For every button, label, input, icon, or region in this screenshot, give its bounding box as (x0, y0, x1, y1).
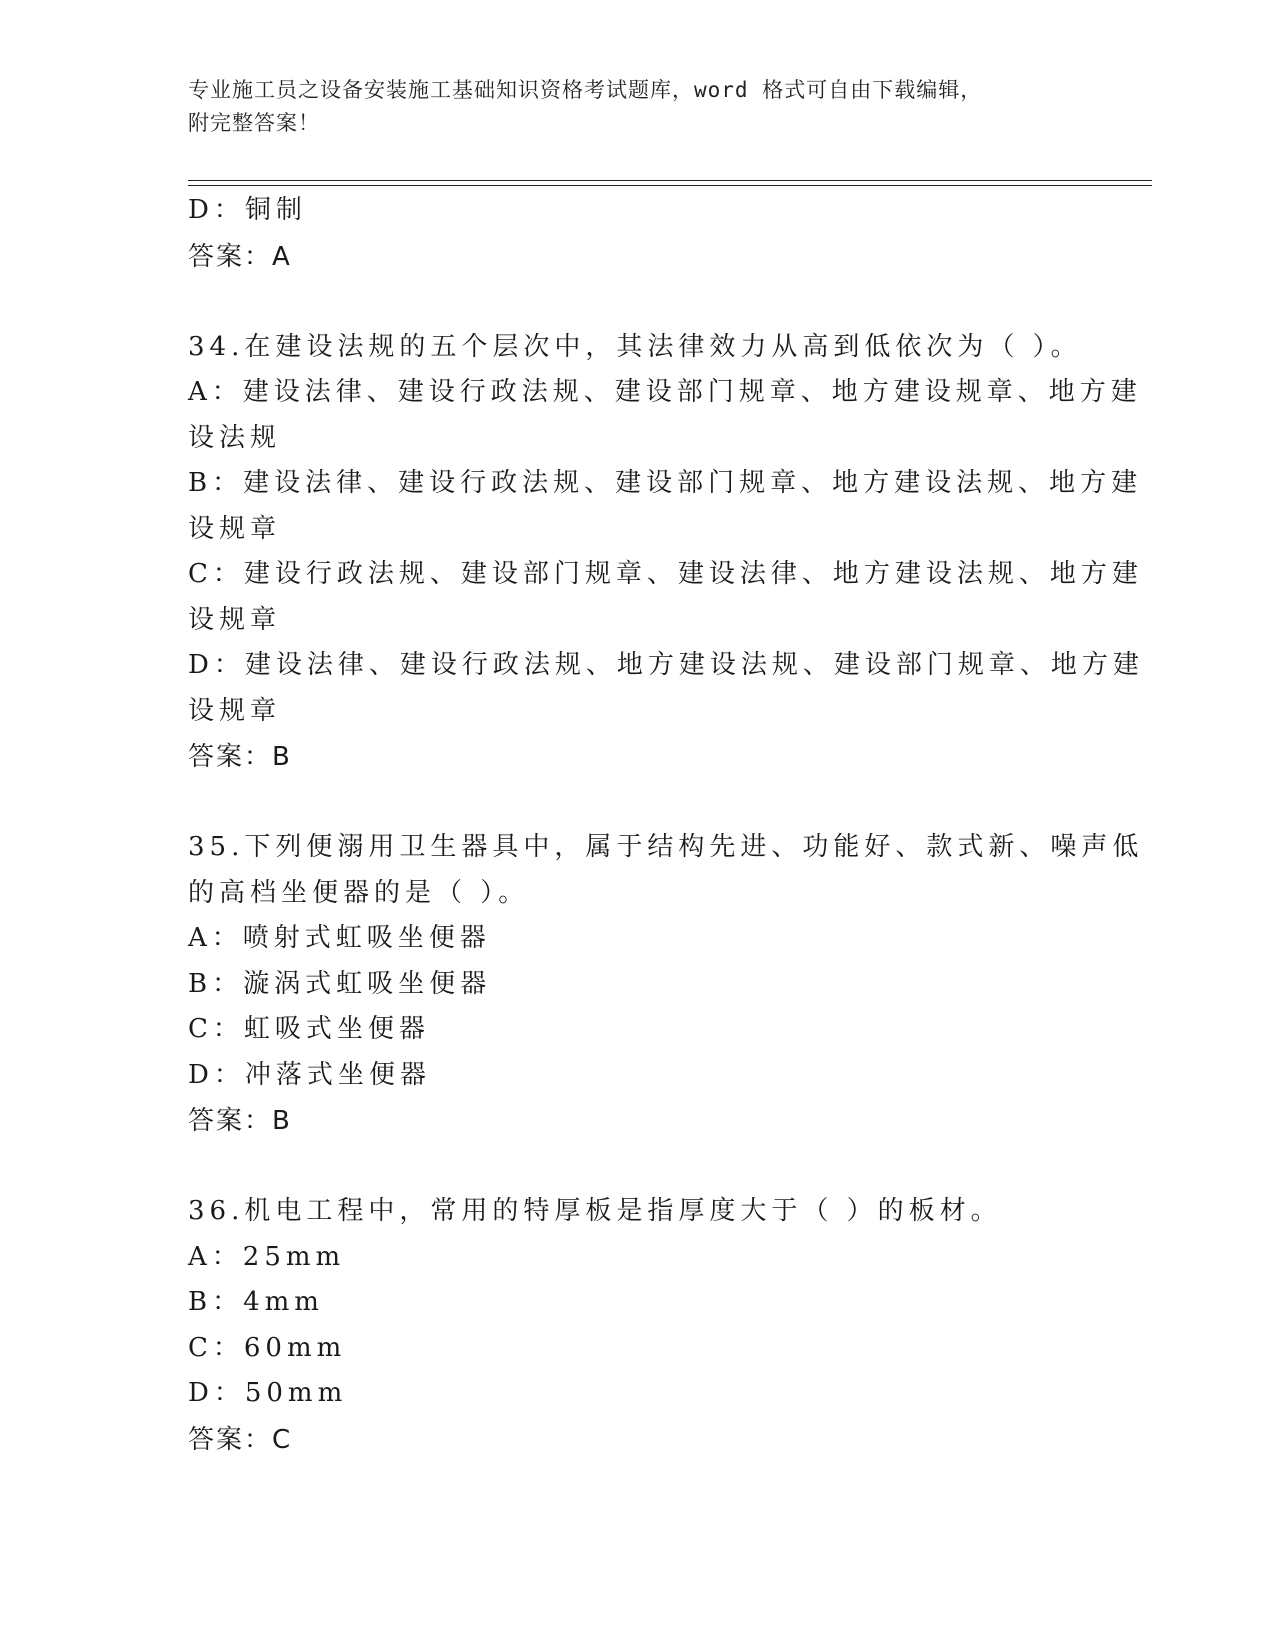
q36-stem: 36.机电工程中，常用的特厚板是指厚度大于（ ）的板材。 (188, 1196, 1002, 1226)
q33-option-d: D：铜制 (188, 195, 307, 225)
question-36 (188, 1189, 1088, 1463)
document-header (188, 74, 1088, 140)
question-34 (188, 325, 1144, 781)
q34-option-d-line-1: D：建设法律、建设行政法规、地方建设法规、建设部门规章、地方建 (188, 650, 1144, 680)
q35-option-c: C：虹吸式坐便器 (188, 1014, 430, 1044)
question-35 (188, 825, 1144, 1144)
header-rule-top (188, 180, 1152, 181)
q35-option-b: B：漩涡式虹吸坐便器 (188, 968, 492, 999)
spacer (188, 780, 1088, 825)
q34-option-b-line-1: B：建设法律、建设行政法规、建设部门规章、地方建设法规、地方建 (188, 468, 1143, 498)
header-line-1: 专业施工员之设备安装施工基础知识资格考试题库，word 格式可自由下载编辑， (188, 78, 983, 102)
q34-option-d-line-2: 设规章 (188, 695, 282, 726)
q35-answer: 答案：B (188, 1106, 292, 1136)
header-line-2: 附完整答案！ (188, 111, 320, 135)
q36-option-a: A：25mm (188, 1241, 346, 1272)
header-rule-bottom (188, 185, 1152, 186)
spacer (188, 280, 1088, 325)
question-33 (188, 188, 1088, 280)
question-list (188, 188, 1144, 1463)
q35-stem-line-2: 的高档坐便器的是（ ）。 (188, 877, 530, 908)
q34-stem: 34.在建设法规的五个层次中，其法律效力从高到低依次为（ ）。 (188, 331, 1082, 362)
q34-option-c-line-2: 设规章 (188, 604, 282, 635)
q36-answer: 答案：C (188, 1424, 293, 1455)
q34-option-a-line-1: A：建设法律、建设行政法规、建设部门规章、地方建设规章、地方建 (188, 377, 1142, 407)
q33-answer: 答案：A (188, 241, 292, 272)
q35-option-a: A：喷射式虹吸坐便器 (188, 923, 491, 953)
q36-option-c: C：60mm (188, 1332, 347, 1363)
q35-stem-line-1: 35.下列便溺用卫生器具中，属于结构先进、功能好、款式新、噪声低 (188, 832, 1144, 862)
q34-option-b-line-2: 设规章 (188, 513, 282, 544)
q35-option-d: D：冲落式坐便器 (188, 1059, 431, 1090)
q36-option-d: D：50mm (188, 1378, 348, 1408)
spacer (188, 1144, 1088, 1189)
q34-option-c-line-1: C：建设行政法规、建设部门规章、建设法律、地方建设法规、地方建 (188, 559, 1143, 589)
q36-option-b: B：4mm (188, 1287, 324, 1317)
q34-option-a-line-2: 设法规 (188, 422, 282, 453)
q34-answer: 答案：B (188, 742, 292, 772)
